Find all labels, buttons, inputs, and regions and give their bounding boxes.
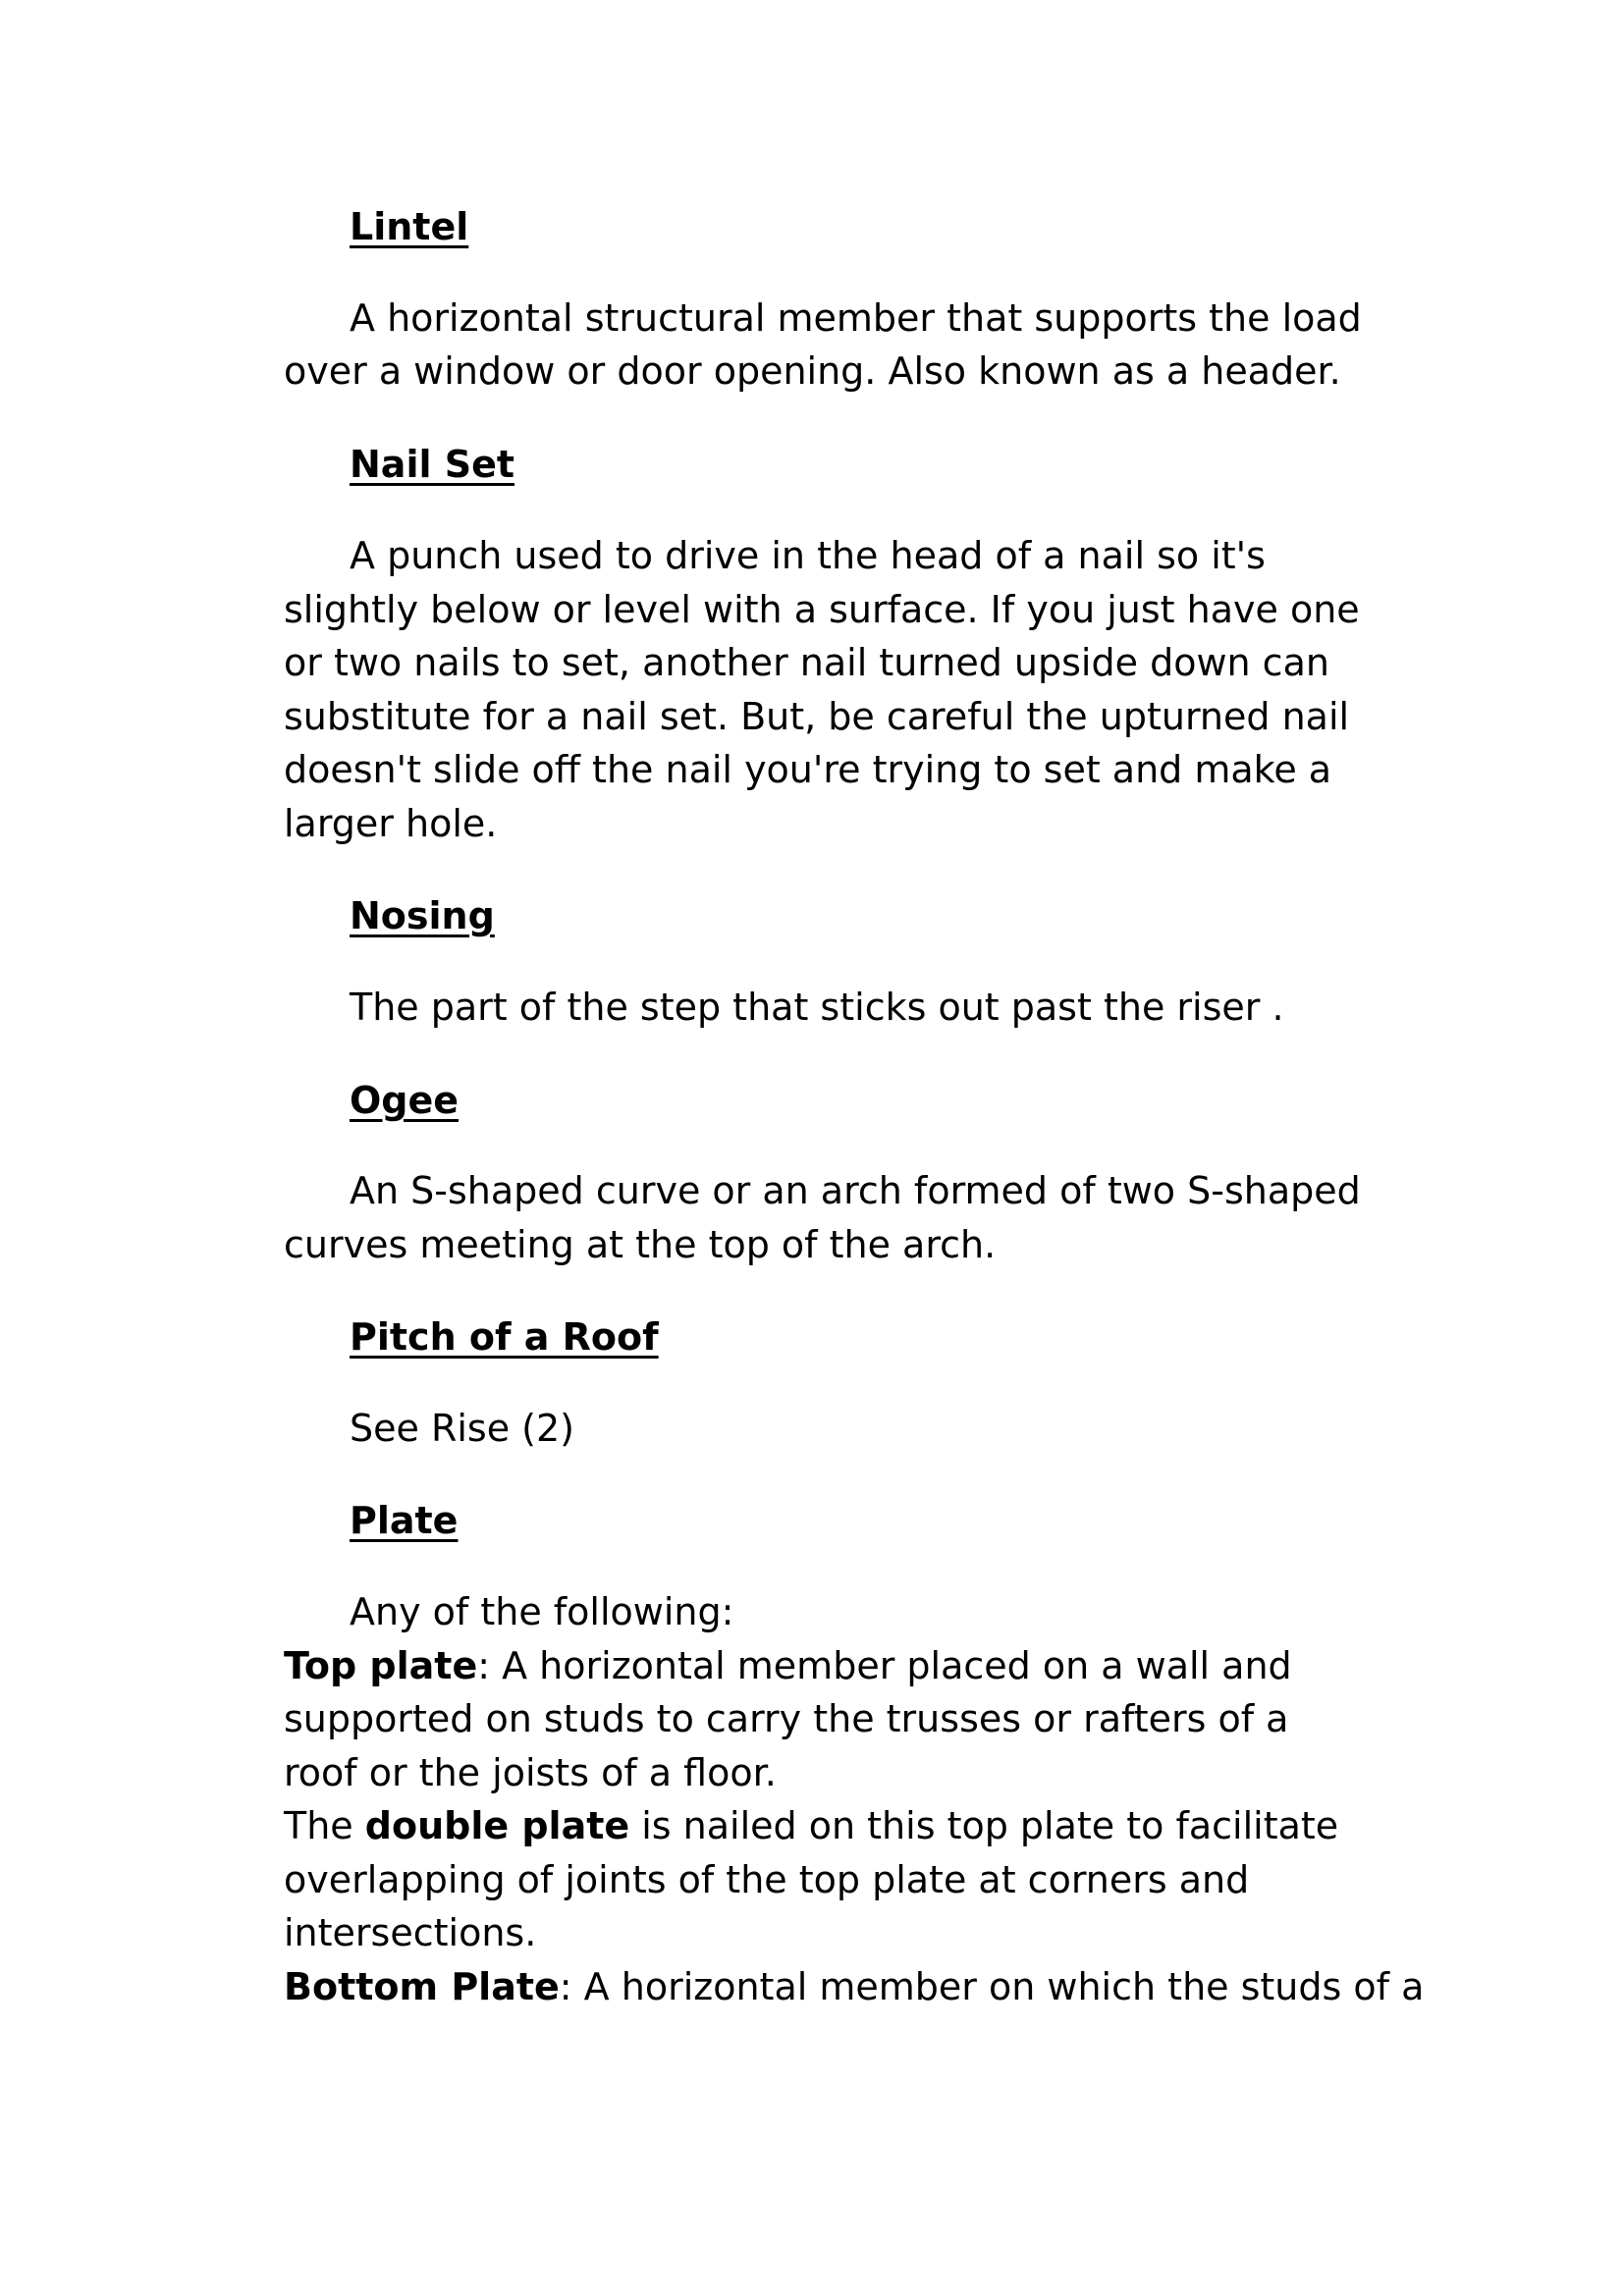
double-plate-def-1: is nailed on this top plate to facilitate [629, 1804, 1339, 1847]
plate-top-line-2: supported on studs to carry the trusses or rafters of a [284, 1697, 1289, 1740]
pitch-line-1: See Rise (2) [350, 1407, 575, 1450]
ogee-line-1: An S-shaped curve or an arch formed of two S-shaped [350, 1169, 1361, 1212]
heading-plate: Plate [350, 1499, 459, 1542]
plate-top-line-3: roof or the joists of a floor. [284, 1751, 777, 1794]
plate-double-line-3: intersections. [284, 1911, 537, 1954]
nail-set-line-2: slightly below or level with a surface. If you just have one [284, 588, 1360, 631]
nail-set-line-3: or two nails to set, another nail turned upside down can [284, 641, 1329, 684]
nail-set-line-4: substitute for a nail set. But, be careful the upturned nail [284, 695, 1350, 738]
heading-pitch-of-a-roof: Pitch of a Roof [350, 1315, 659, 1359]
plate-bottom-line-1 [284, 1960, 1424, 2013]
lintel-line-2: over a window or door opening. Also known as a header. [284, 349, 1341, 393]
nosing-line-1: The part of the step that sticks out past the riser . [350, 986, 1284, 1029]
heading-nail-set: Nail Set [350, 443, 515, 486]
bottom-plate-def-1: : A horizontal member on which the studs of a [559, 1965, 1425, 2008]
heading-nosing: Nosing [350, 894, 495, 937]
plate-intro: Any of the following: [350, 1590, 734, 1633]
term-double-plate: double plate [364, 1804, 630, 1847]
heading-lintel: Lintel [350, 205, 469, 248]
heading-ogee: Ogee [350, 1079, 460, 1122]
plate-double-line-2: overlapping of joints of the top plate at corners and [284, 1858, 1250, 1901]
lintel-line-1: A horizontal structural member that supports the load [350, 296, 1362, 340]
double-plate-pre: The [284, 1804, 365, 1847]
nail-set-line-5: doesn't slide off the nail you're trying to set and make a [284, 748, 1332, 791]
nail-set-line-6: larger hole. [284, 802, 498, 845]
plate-double-line-1 [284, 1799, 1338, 1852]
plate-top-line-1 [284, 1639, 1292, 1692]
nail-set-line-1: A punch used to drive in the head of a nail so it's [350, 534, 1266, 577]
top-plate-def-1: : A horizontal member placed on a wall and [477, 1644, 1292, 1687]
term-bottom-plate: Bottom Plate [284, 1965, 560, 2008]
term-top-plate: Top plate [284, 1644, 478, 1687]
ogee-line-2: curves meeting at the top of the arch. [284, 1223, 997, 1266]
